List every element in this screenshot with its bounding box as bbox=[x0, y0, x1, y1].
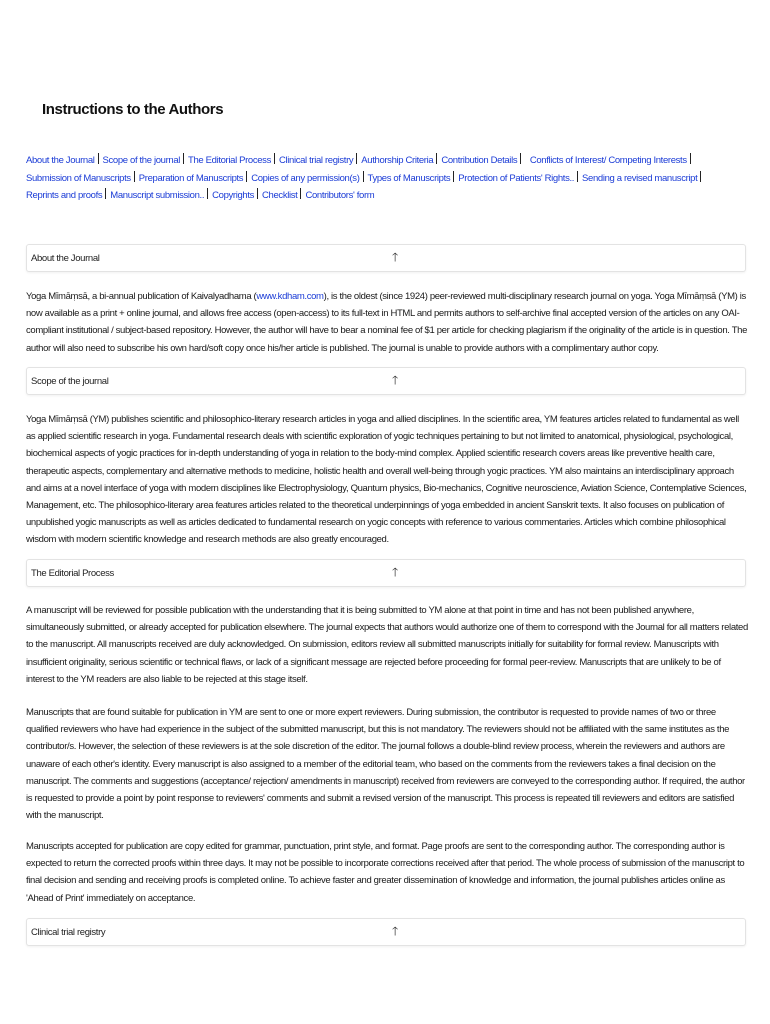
about-text-before-link: Yoga Mīmāṃsā, a bi-annual publication of Kaivalyadhama ( bbox=[26, 291, 257, 302]
toc-separator bbox=[453, 171, 454, 182]
up-arrow-icon[interactable]: 🡑 bbox=[392, 565, 399, 579]
section-title: Scope of the journal bbox=[31, 376, 109, 387]
toc-separator bbox=[520, 153, 521, 164]
up-arrow-icon[interactable]: 🡑 bbox=[392, 924, 399, 938]
toc-separator bbox=[246, 171, 247, 182]
toc-separator bbox=[98, 153, 99, 164]
toc-separator bbox=[207, 188, 208, 199]
about-paragraph bbox=[26, 288, 748, 357]
editorial-paragraph-2: Manuscripts that are found suitable for publication in YM are sent to one or more expert reviewers. During submission, the contributor is requested to provide names of two or three qualified reviewers who have had experience in the subject of the submitted manuscript, but this is not mandatory. The reviewers should not be affiliated with the same institutes as the contributor/s. However, the selection of these reviewers is at the sole discretion of the editor. The journal follows a double-blind review process, wherein the reviewers and authors are unaware of each other's identity. Every manuscript is also assigned to a member of the editorial team, who based on the comments from the reviewers takes a final decision on the manuscript. The comments and suggestions (acceptance/ rejection/ amendments in manuscript) received from reviewers are conveyed to the corresponding author. If required, the author is requested to provide a point by point response to reviewers' comments and submit a revised version of the manuscript. This process is repeated till reviewers and editors are satisfied with the manuscript. bbox=[26, 707, 745, 822]
toc-conflicts-of-interest[interactable]: Conflicts of Interest/ Competing Interests bbox=[529, 155, 687, 166]
section-header-scope-of-the-journal bbox=[26, 367, 746, 395]
toc-separator bbox=[577, 171, 578, 182]
toc-authorship-criteria[interactable]: Authorship Criteria bbox=[361, 155, 434, 166]
toc-checklist[interactable]: Checklist bbox=[262, 190, 298, 202]
toc-types-of-manuscripts[interactable]: Types of Manuscripts bbox=[367, 172, 451, 184]
toc-contribution-details[interactable]: Contribution Details bbox=[441, 155, 518, 166]
toc-clinical-trial-registry[interactable]: Clinical trial registry bbox=[278, 155, 354, 166]
toc-separator bbox=[700, 171, 701, 182]
toc-separator bbox=[363, 171, 364, 182]
editorial-paragraph-1: A manuscript will be reviewed for possible publication with the understanding that it is being submitted to YM alone at that point in time and has not been published anywhere, simultaneously submitted, or already accepted for publication elsewhere. The journal expects that authors would authorize one of them to correspond with the Journal for all matters related to the manuscript. All manuscripts received are duly acknowledged. On submission, editors review all submitted manuscripts initially for suitability for formal review. Manuscripts with insufficient originality, serious scientific or technical flaws, or lack of a significant message are rejected before proceeding for formal peer-review. Manuscripts that are unlikely to be of interest to the YM readers are also liable to be rejected at this stage itself. bbox=[26, 605, 748, 685]
page-title: Instructions to the Authors bbox=[42, 101, 224, 118]
editorial-paragraph-3: Manuscripts accepted for publication are copy edited for grammar, punctuation, print style, and format. Page proofs are sent to the corresponding author. The corresponding author is expected to return the corrected proofs within three days. It may not be possible to incorporate corrections received after that period. The whole process of submission of the manuscript to final decision and sending and receiving proofs is completed online. To achieve faster and greater dissemination of knowledge and information, the journal publishes articles online as 'Ahead of Print' immediately on acceptance. bbox=[26, 841, 745, 904]
about-text-after-link: ), is the oldest (since 1924) peer-reviewed multi-disciplinary research journal on yoga. Yoga Mīmāṃsā (YM) is now available as a print + online journal, and allows free access (open-access) to its full-text in HTML and permits authors to self-archive final accepted version of the articles on any OAI-compliant institutional / subject-based repository. However, the author will have to bear a nominal fee of $1 per article for checking plagiarism if the originality of the article is in question. The author will also need to subscribe his own hard/soft copy once his/her article is published. The journal is unable to provide authors with a complimentary author copy. bbox=[26, 291, 748, 354]
section-title: The Editorial Process bbox=[31, 568, 114, 579]
section-title: Clinical trial registry bbox=[31, 927, 106, 938]
section-header-clinical-trial-registry bbox=[26, 918, 746, 946]
table-of-contents bbox=[26, 152, 716, 205]
up-arrow-icon[interactable]: 🡑 bbox=[392, 250, 399, 264]
toc-separator bbox=[356, 153, 357, 164]
section-header-editorial-process bbox=[26, 559, 746, 587]
toc-contributors-form[interactable]: Contributors' form bbox=[305, 190, 375, 202]
toc-preparation-of-manuscripts[interactable]: Preparation of Manuscripts bbox=[138, 172, 244, 184]
toc-separator bbox=[690, 153, 691, 164]
toc-separator bbox=[183, 153, 184, 164]
toc-about-the-journal[interactable]: About the Journal bbox=[26, 155, 95, 166]
up-arrow-icon[interactable]: 🡑 bbox=[392, 373, 399, 387]
toc-protection-of-patients-rights[interactable]: Protection of Patients' Rights.. bbox=[458, 172, 575, 184]
toc-separator bbox=[105, 188, 106, 199]
toc-copyrights[interactable]: Copyrights bbox=[212, 190, 255, 202]
toc-copies-of-permissions[interactable]: Copies of any permission(s) bbox=[251, 172, 360, 184]
toc-separator bbox=[257, 188, 258, 199]
toc-editorial-process[interactable]: The Editorial Process bbox=[188, 155, 271, 166]
toc-manuscript-submission[interactable]: Manuscript submission.. bbox=[110, 190, 205, 202]
kdham-link[interactable]: www.kdham.com bbox=[256, 291, 324, 302]
section-header-about-the-journal bbox=[26, 244, 746, 272]
toc-separator bbox=[300, 188, 301, 199]
toc-scope-of-the-journal[interactable]: Scope of the journal bbox=[102, 155, 181, 166]
toc-reprints-and-proofs[interactable]: Reprints and proofs bbox=[26, 190, 103, 202]
toc-separator bbox=[436, 153, 437, 164]
toc-submission-of-manuscripts[interactable]: Submission of Manuscripts bbox=[26, 172, 131, 184]
scope-paragraph: Yoga Mīmāṃsā (YM) publishes scientific and philosophico-literary research articles in yoga and allied disciplines. In the scientific area, YM features articles related to fundamental as well as applied scientific research in yoga. Fundamental research deals with scientific exploration of yogic techniques pertaining to but not limited to anatomical, physiological, psychological, biochemical aspects of yogic practices for in-depth understanding of yoga in relation to the body-mind complex. Applied scientific research covers areas like preventive health care, therapeutic aspects, complementary and alternative methods to medicine, holistic health and overall well-being through yogic practices. YM also maintains an interdisciplinary approach and aims at a novel interface of yoga with modern disciplines like Electrophysiology, Quantum physics, Bio-mechanics, Cognitive neuroscience, Aviation Science, Contemplative Sciences, Management, etc. The philosophico-literary area features articles related to the theoretical underpinnings of yoga embedded in ancient Sanskrit texts. It also focuses on publication of unpublished yogic manuscripts as well as articles dedicated to fundamental research on yogic concepts with reference to various commentaries. Articles which combine philosophical wisdom with modern scientific knowledge and research methods are also greatly encouraged. bbox=[26, 414, 747, 546]
toc-separator bbox=[134, 171, 135, 182]
section-title: About the Journal bbox=[31, 253, 100, 264]
toc-separator bbox=[274, 153, 275, 164]
toc-sending-revised-manuscript[interactable]: Sending a revised manuscript bbox=[582, 172, 698, 184]
